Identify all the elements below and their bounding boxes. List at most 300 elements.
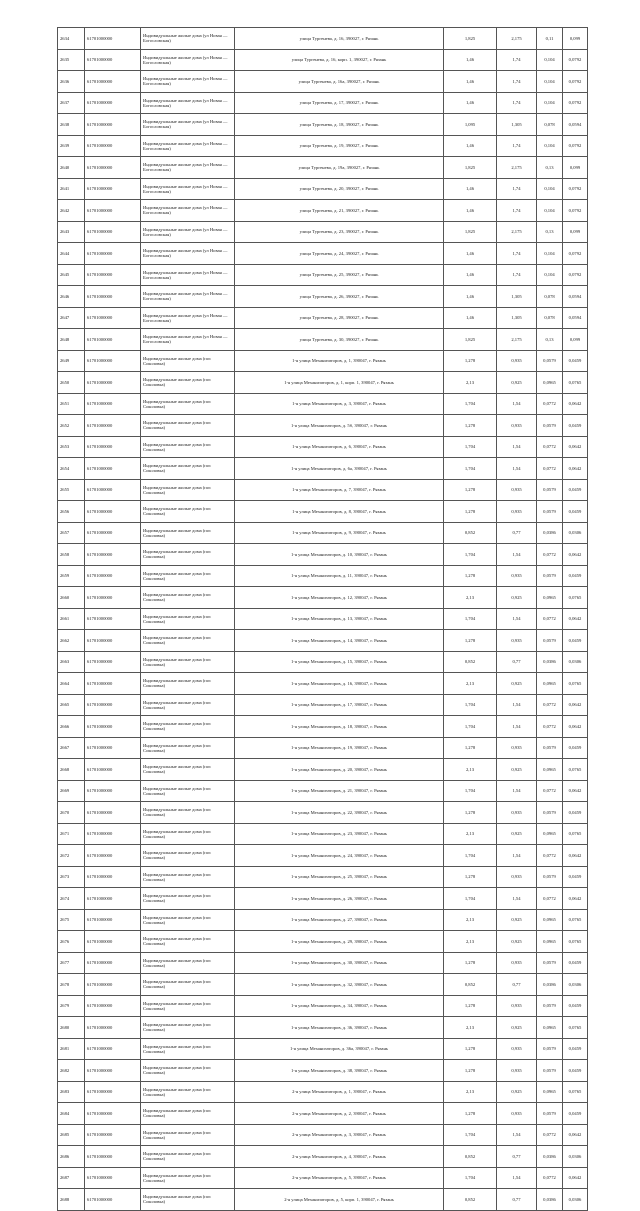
address-cell: 1-я улица Механизаторов, д. 11, 390047, г. Рязань [235, 565, 444, 587]
object-type-cell: Индивидуальные жилые дома (пос Соколовка) [141, 350, 235, 372]
value-4-cell: 0,099 [563, 329, 588, 351]
table-row [58, 931, 588, 953]
object-type-cell: Индивидуальные жилые дома (ул Новая — Богословская) [141, 49, 235, 71]
address-cell: 1-я улица Механизаторов, д. 27, 390047, г. Рязань [235, 909, 444, 931]
value-1-cell: 1,278 [444, 1060, 497, 1082]
oktmo-code-cell: 61701000000 [85, 49, 141, 71]
row-number-cell: 2649 [58, 350, 85, 372]
value-2-cell: 1,54 [497, 393, 537, 415]
value-2-cell: 0,925 [497, 931, 537, 953]
value-4-cell: 0,0765 [563, 372, 588, 394]
address-cell: 1-я улица Механизаторов, д. 22, 390047, г. Рязань [235, 802, 444, 824]
value-4-cell: 0,0642 [563, 393, 588, 415]
object-type-cell: Индивидуальные жилые дома (пос Соколовка) [141, 995, 235, 1017]
row-number-cell: 2647 [58, 307, 85, 329]
object-type-cell: Индивидуальные жилые дома (ул Новая — Богословская) [141, 221, 235, 243]
value-3-cell: 0,104 [537, 92, 563, 114]
value-4-cell: 0,0306 [563, 1189, 588, 1211]
value-2-cell: 0,77 [497, 974, 537, 996]
object-type-cell: Индивидуальные жилые дома (пос Соколовка) [141, 737, 235, 759]
oktmo-code-cell: 61701000000 [85, 673, 141, 695]
oktmo-code-cell: 61701000000 [85, 952, 141, 974]
row-number-cell: 2661 [58, 608, 85, 630]
value-3-cell: 0,104 [537, 200, 563, 222]
value-2-cell: 0,925 [497, 823, 537, 845]
table-row [58, 307, 588, 329]
table-row [58, 28, 588, 50]
oktmo-code-cell: 61701000000 [85, 716, 141, 738]
value-1-cell: 0,852 [444, 974, 497, 996]
value-1-cell: 2,13 [444, 673, 497, 695]
value-4-cell: 0,099 [563, 221, 588, 243]
value-2-cell: 0,935 [497, 1060, 537, 1082]
object-type-cell: Индивидуальные жилые дома (пос Соколовка) [141, 1189, 235, 1211]
table-row [58, 92, 588, 114]
object-type-cell: Индивидуальные жилые дома (пос Соколовка) [141, 565, 235, 587]
value-4-cell: 0,0459 [563, 501, 588, 523]
row-number-cell: 2670 [58, 802, 85, 824]
object-type-cell: Индивидуальные жилые дома (ул Новая — Богословская) [141, 178, 235, 200]
object-type-cell: Индивидуальные жилые дома (пос Соколовка) [141, 759, 235, 781]
value-2-cell: 1,74 [497, 71, 537, 93]
value-3-cell: 0,0965 [537, 1081, 563, 1103]
address-cell: 1-я улица Механизаторов, д. 3, 390047, г. Рязань [235, 393, 444, 415]
value-1-cell: 1,278 [444, 479, 497, 501]
value-3-cell: 0,0965 [537, 1017, 563, 1039]
value-4-cell: 0,0459 [563, 1103, 588, 1125]
value-3-cell: 0,0772 [537, 716, 563, 738]
row-number-cell: 2650 [58, 372, 85, 394]
object-type-cell: Индивидуальные жилые дома (ул Новая — Богословская) [141, 92, 235, 114]
value-1-cell: 1,46 [444, 286, 497, 308]
value-2-cell: 0,935 [497, 501, 537, 523]
value-4-cell: 0,0642 [563, 716, 588, 738]
address-cell: 1-я улица Механизаторов, д. 7, 390047, г. Рязань [235, 479, 444, 501]
value-4-cell: 0,0459 [563, 952, 588, 974]
object-type-cell: Индивидуальные жилые дома (пос Соколовка) [141, 587, 235, 609]
value-2-cell: 0,935 [497, 415, 537, 437]
value-2-cell: 1,54 [497, 436, 537, 458]
row-number-cell: 2682 [58, 1060, 85, 1082]
table-row [58, 522, 588, 544]
address-cell: 1-я улица Механизаторов, д. 6а, 390047, г. Рязань [235, 458, 444, 480]
row-number-cell: 2663 [58, 651, 85, 673]
address-cell: 1-я улица Механизаторов, д. 9, 390047, г. Рязань [235, 522, 444, 544]
table-row [58, 823, 588, 845]
table-row [58, 329, 588, 351]
value-4-cell: 0,0792 [563, 71, 588, 93]
table-row [58, 350, 588, 372]
table-row [58, 1017, 588, 1039]
value-1-cell: 1,278 [444, 350, 497, 372]
oktmo-code-cell: 61701000000 [85, 544, 141, 566]
value-1-cell: 1,704 [444, 1167, 497, 1189]
value-3-cell: 0,0772 [537, 694, 563, 716]
value-1-cell: 1,278 [444, 802, 497, 824]
object-type-cell: Индивидуальные жилые дома (пос Соколовка) [141, 522, 235, 544]
row-number-cell: 2674 [58, 888, 85, 910]
oktmo-code-cell: 61701000000 [85, 1124, 141, 1146]
value-2-cell: 1,54 [497, 1124, 537, 1146]
oktmo-code-cell: 61701000000 [85, 1081, 141, 1103]
value-1-cell: 1,704 [444, 393, 497, 415]
oktmo-code-cell: 61701000000 [85, 931, 141, 953]
value-1-cell: 1,278 [444, 952, 497, 974]
value-4-cell: 0,0459 [563, 565, 588, 587]
table-row [58, 544, 588, 566]
address-cell: 1-я улица Механизаторов, д. 36а, 390047, г. Рязань [235, 1038, 444, 1060]
value-2-cell: 1,54 [497, 608, 537, 630]
value-3-cell: 0,0579 [537, 952, 563, 974]
value-3-cell: 0,104 [537, 264, 563, 286]
address-cell: 2-я улица Механизаторов, д. 4, 390047, г. Рязань [235, 1146, 444, 1168]
row-number-cell: 2679 [58, 995, 85, 1017]
value-2-cell: 1,305 [497, 114, 537, 136]
value-1-cell: 2,13 [444, 1081, 497, 1103]
row-number-cell: 2643 [58, 221, 85, 243]
value-4-cell: 0,0306 [563, 522, 588, 544]
table-row [58, 737, 588, 759]
value-3-cell: 0,104 [537, 71, 563, 93]
oktmo-code-cell: 61701000000 [85, 608, 141, 630]
document-page [57, 27, 587, 1211]
value-3-cell: 0,0772 [537, 1124, 563, 1146]
value-3-cell: 0,0579 [537, 737, 563, 759]
value-1-cell: 1,278 [444, 1103, 497, 1125]
oktmo-code-cell: 61701000000 [85, 178, 141, 200]
row-number-cell: 2645 [58, 264, 85, 286]
oktmo-code-cell: 61701000000 [85, 28, 141, 50]
value-1-cell: 0,852 [444, 1189, 497, 1211]
object-type-cell: Индивидуальные жилые дома (пос Соколовка) [141, 694, 235, 716]
value-4-cell: 0,0306 [563, 974, 588, 996]
row-number-cell: 2687 [58, 1167, 85, 1189]
object-type-cell: Индивидуальные жилые дома (пос Соколовка) [141, 436, 235, 458]
value-2-cell: 0,935 [497, 565, 537, 587]
oktmo-code-cell: 61701000000 [85, 307, 141, 329]
table-row [58, 1146, 588, 1168]
address-cell: 2-я улица Механизаторов, д. 1, 390047, г. Рязань [235, 1081, 444, 1103]
table-row [58, 415, 588, 437]
value-2-cell: 1,54 [497, 845, 537, 867]
address-cell: 1-я улица Механизаторов, д. 36, 390047, г. Рязань [235, 1017, 444, 1039]
value-3-cell: 0,11 [537, 28, 563, 50]
value-1-cell: 1,46 [444, 178, 497, 200]
address-cell: 1-я улица Механизаторов, д. 38, 390047, г. Рязань [235, 1060, 444, 1082]
object-type-cell: Индивидуальные жилые дома (пос Соколовка) [141, 866, 235, 888]
address-cell: 1-я улица Механизаторов, д. 26, 390047, г. Рязань [235, 888, 444, 910]
value-1-cell: 1,825 [444, 157, 497, 179]
value-1-cell: 2,13 [444, 931, 497, 953]
value-4-cell: 0,0642 [563, 458, 588, 480]
value-3-cell: 0,0579 [537, 350, 563, 372]
value-4-cell: 0,0765 [563, 823, 588, 845]
value-3-cell: 0,0579 [537, 630, 563, 652]
address-cell: улица Тургенева, д. 21, 390027, г. Рязань [235, 200, 444, 222]
value-3-cell: 0,0772 [537, 436, 563, 458]
value-3-cell: 0,104 [537, 135, 563, 157]
row-number-cell: 2656 [58, 501, 85, 523]
object-type-cell: Индивидуальные жилые дома (ул Новая — Богословская) [141, 114, 235, 136]
object-type-cell: Индивидуальные жилые дома (пос Соколовка) [141, 393, 235, 415]
value-3-cell: 0,0965 [537, 823, 563, 845]
table-row [58, 1103, 588, 1125]
value-3-cell: 0,104 [537, 243, 563, 265]
value-1-cell: 1,704 [444, 716, 497, 738]
value-1-cell: 1,704 [444, 608, 497, 630]
value-2-cell: 0,925 [497, 372, 537, 394]
value-3-cell: 0,0965 [537, 909, 563, 931]
value-3-cell: 0,0772 [537, 544, 563, 566]
oktmo-code-cell: 61701000000 [85, 845, 141, 867]
oktmo-code-cell: 61701000000 [85, 759, 141, 781]
object-type-cell: Индивидуальные жилые дома (пос Соколовка) [141, 673, 235, 695]
value-3-cell: 0,0965 [537, 759, 563, 781]
value-2-cell: 1,54 [497, 780, 537, 802]
value-2-cell: 0,925 [497, 1017, 537, 1039]
row-number-cell: 2652 [58, 415, 85, 437]
value-2-cell: 1,74 [497, 92, 537, 114]
row-number-cell: 2644 [58, 243, 85, 265]
row-number-cell: 2637 [58, 92, 85, 114]
value-2-cell: 1,74 [497, 49, 537, 71]
address-cell: 1-я улица Механизаторов, д. 13, 390047, г. Рязань [235, 608, 444, 630]
value-1-cell: 1,46 [444, 49, 497, 71]
address-cell: улица Тургенева, д. 19а, 390027, г. Рязань [235, 157, 444, 179]
row-number-cell: 2640 [58, 157, 85, 179]
value-3-cell: 0,0965 [537, 372, 563, 394]
row-number-cell: 2671 [58, 823, 85, 845]
value-1-cell: 1,704 [444, 780, 497, 802]
address-cell: 1-я улица Механизаторов, д. 23, 390047, г. Рязань [235, 823, 444, 845]
value-2-cell: 0,935 [497, 350, 537, 372]
row-number-cell: 2678 [58, 974, 85, 996]
value-4-cell: 0,0792 [563, 178, 588, 200]
value-3-cell: 0,0579 [537, 866, 563, 888]
value-3-cell: 0,078 [537, 286, 563, 308]
value-4-cell: 0,099 [563, 157, 588, 179]
value-2-cell: 0,925 [497, 1081, 537, 1103]
value-1-cell: 1,46 [444, 307, 497, 329]
value-1-cell: 1,704 [444, 1124, 497, 1146]
value-3-cell: 0,0579 [537, 501, 563, 523]
address-cell: 1-я улица Механизаторов, д. 30, 390047, г. Рязань [235, 952, 444, 974]
value-1-cell: 1,278 [444, 995, 497, 1017]
value-4-cell: 0,0459 [563, 737, 588, 759]
value-4-cell: 0,0642 [563, 780, 588, 802]
table-row [58, 909, 588, 931]
row-number-cell: 2673 [58, 866, 85, 888]
value-2-cell: 0,925 [497, 909, 537, 931]
object-type-cell: Индивидуальные жилые дома (пос Соколовка) [141, 802, 235, 824]
oktmo-code-cell: 61701000000 [85, 823, 141, 845]
address-cell: 1-я улица Механизаторов, д. 25, 390047, г. Рязань [235, 866, 444, 888]
oktmo-code-cell: 61701000000 [85, 1167, 141, 1189]
table-row [58, 866, 588, 888]
address-cell: 2-я улица Механизаторов, д. 2, 390047, г. Рязань [235, 1103, 444, 1125]
value-4-cell: 0,0765 [563, 673, 588, 695]
value-1-cell: 1,704 [444, 845, 497, 867]
table-row [58, 264, 588, 286]
value-4-cell: 0,0792 [563, 200, 588, 222]
value-1-cell: 1,46 [444, 243, 497, 265]
value-3-cell: 0,0579 [537, 479, 563, 501]
value-1-cell: 1,704 [444, 544, 497, 566]
value-1-cell: 2,13 [444, 909, 497, 931]
value-1-cell: 1,825 [444, 28, 497, 50]
value-4-cell: 0,0642 [563, 436, 588, 458]
table-row [58, 780, 588, 802]
value-4-cell: 0,0306 [563, 1146, 588, 1168]
value-3-cell: 0,0579 [537, 565, 563, 587]
object-type-cell: Индивидуальные жилые дома (пос Соколовка) [141, 479, 235, 501]
value-3-cell: 0,0772 [537, 845, 563, 867]
value-1-cell: 1,825 [444, 221, 497, 243]
value-1-cell: 1,704 [444, 694, 497, 716]
object-type-cell: Индивидуальные жилые дома (пос Соколовка) [141, 544, 235, 566]
oktmo-code-cell: 61701000000 [85, 866, 141, 888]
row-number-cell: 2668 [58, 759, 85, 781]
row-number-cell: 2664 [58, 673, 85, 695]
table-row [58, 178, 588, 200]
oktmo-code-cell: 61701000000 [85, 694, 141, 716]
object-type-cell: Индивидуальные жилые дома (пос Соколовка) [141, 1038, 235, 1060]
object-type-cell: Индивидуальные жилые дома (ул Новая — Богословская) [141, 71, 235, 93]
value-2-cell: 0,925 [497, 673, 537, 695]
object-type-cell: Индивидуальные жилые дома (ул Новая — Богословская) [141, 329, 235, 351]
oktmo-code-cell: 61701000000 [85, 651, 141, 673]
object-type-cell: Индивидуальные жилые дома (пос Соколовка) [141, 630, 235, 652]
value-3-cell: 0,0965 [537, 931, 563, 953]
address-cell: 1-я улица Механизаторов, д. 14, 390047, г. Рязань [235, 630, 444, 652]
value-1-cell: 1,704 [444, 458, 497, 480]
table-row [58, 587, 588, 609]
table-row [58, 286, 588, 308]
oktmo-code-cell: 61701000000 [85, 329, 141, 351]
object-type-cell: Индивидуальные жилые дома (пос Соколовка) [141, 909, 235, 931]
table-row [58, 952, 588, 974]
object-type-cell: Индивидуальные жилые дома (пос Соколовка) [141, 716, 235, 738]
value-1-cell: 0,852 [444, 522, 497, 544]
object-type-cell: Индивидуальные жилые дома (пос Соколовка) [141, 1081, 235, 1103]
value-3-cell: 0,13 [537, 329, 563, 351]
value-4-cell: 0,0459 [563, 1060, 588, 1082]
address-cell: 1-я улица Механизаторов, д. 10, 390047, г. Рязань [235, 544, 444, 566]
value-4-cell: 0,0792 [563, 49, 588, 71]
housing-table [57, 27, 588, 1211]
row-number-cell: 2662 [58, 630, 85, 652]
object-type-cell: Индивидуальные жилые дома (ул Новая — Богословская) [141, 286, 235, 308]
oktmo-code-cell: 61701000000 [85, 286, 141, 308]
row-number-cell: 2680 [58, 1017, 85, 1039]
value-1-cell: 2,13 [444, 759, 497, 781]
table-row [58, 221, 588, 243]
value-4-cell: 0,099 [563, 28, 588, 50]
value-1-cell: 1,278 [444, 866, 497, 888]
row-number-cell: 2675 [58, 909, 85, 931]
value-2-cell: 0,935 [497, 630, 537, 652]
value-4-cell: 0,0594 [563, 114, 588, 136]
object-type-cell: Индивидуальные жилые дома (пос Соколовка) [141, 1060, 235, 1082]
value-2-cell: 1,54 [497, 694, 537, 716]
table-row [58, 1124, 588, 1146]
value-2-cell: 2,175 [497, 221, 537, 243]
oktmo-code-cell: 61701000000 [85, 393, 141, 415]
address-cell: 1-я улица Механизаторов, д. 29, 390047, г. Рязань [235, 931, 444, 953]
address-cell: 1-я улица Механизаторов, д. 12, 390047, г. Рязань [235, 587, 444, 609]
object-type-cell: Индивидуальные жилые дома (ул Новая — Богословская) [141, 157, 235, 179]
value-2-cell: 1,305 [497, 307, 537, 329]
oktmo-code-cell: 61701000000 [85, 1146, 141, 1168]
value-2-cell: 0,935 [497, 1038, 537, 1060]
value-2-cell: 1,54 [497, 716, 537, 738]
object-type-cell: Индивидуальные жилые дома (пос Соколовка) [141, 780, 235, 802]
object-type-cell: Индивидуальные жилые дома (пос Соколовка) [141, 651, 235, 673]
row-number-cell: 2658 [58, 544, 85, 566]
table-row [58, 393, 588, 415]
value-3-cell: 0,0579 [537, 1038, 563, 1060]
address-cell: 2-я улица Механизаторов, д. 5, 390047, г. Рязань [235, 1167, 444, 1189]
object-type-cell: Индивидуальные жилые дома (пос Соколовка) [141, 1103, 235, 1125]
oktmo-code-cell: 61701000000 [85, 264, 141, 286]
value-3-cell: 0,0386 [537, 651, 563, 673]
table-row [58, 458, 588, 480]
value-3-cell: 0,0772 [537, 458, 563, 480]
value-4-cell: 0,0459 [563, 866, 588, 888]
oktmo-code-cell: 61701000000 [85, 350, 141, 372]
address-cell: 1-я улица Механизаторов, д. 20, 390047, г. Рязань [235, 759, 444, 781]
value-3-cell: 0,0965 [537, 673, 563, 695]
value-1-cell: 0,852 [444, 651, 497, 673]
oktmo-code-cell: 61701000000 [85, 1103, 141, 1125]
row-number-cell: 2634 [58, 28, 85, 50]
value-3-cell: 0,0386 [537, 522, 563, 544]
address-cell: улица Тургенева, д. 28, 390027, г. Рязань [235, 307, 444, 329]
oktmo-code-cell: 61701000000 [85, 221, 141, 243]
value-4-cell: 0,0792 [563, 92, 588, 114]
object-type-cell: Индивидуальные жилые дома (пос Соколовка) [141, 823, 235, 845]
row-number-cell: 2655 [58, 479, 85, 501]
value-2-cell: 0,935 [497, 995, 537, 1017]
row-number-cell: 2641 [58, 178, 85, 200]
address-cell: 1-я улица Механизаторов, д. 8, 390047, г. Рязань [235, 501, 444, 523]
value-1-cell: 1,278 [444, 1038, 497, 1060]
table-row [58, 200, 588, 222]
address-cell: улица Тургенева, д. 19, 390027, г. Рязань [235, 135, 444, 157]
address-cell: улица Тургенева, д. 18, 390027, г. Рязань [235, 114, 444, 136]
oktmo-code-cell: 61701000000 [85, 200, 141, 222]
value-3-cell: 0,078 [537, 114, 563, 136]
oktmo-code-cell: 61701000000 [85, 888, 141, 910]
value-1-cell: 1,278 [444, 565, 497, 587]
row-number-cell: 2646 [58, 286, 85, 308]
value-4-cell: 0,0459 [563, 350, 588, 372]
value-3-cell: 0,0579 [537, 415, 563, 437]
value-4-cell: 0,0459 [563, 415, 588, 437]
row-number-cell: 2659 [58, 565, 85, 587]
value-3-cell: 0,0772 [537, 888, 563, 910]
value-3-cell: 0,104 [537, 178, 563, 200]
value-3-cell: 0,0579 [537, 802, 563, 824]
value-2-cell: 1,74 [497, 135, 537, 157]
object-type-cell: Индивидуальные жилые дома (ул Новая — Богословская) [141, 243, 235, 265]
object-type-cell: Индивидуальные жилые дома (пос Соколовка) [141, 1146, 235, 1168]
object-type-cell: Индивидуальные жилые дома (пос Соколовка) [141, 845, 235, 867]
oktmo-code-cell: 61701000000 [85, 909, 141, 931]
row-number-cell: 2636 [58, 71, 85, 93]
row-number-cell: 2648 [58, 329, 85, 351]
value-2-cell: 1,54 [497, 458, 537, 480]
